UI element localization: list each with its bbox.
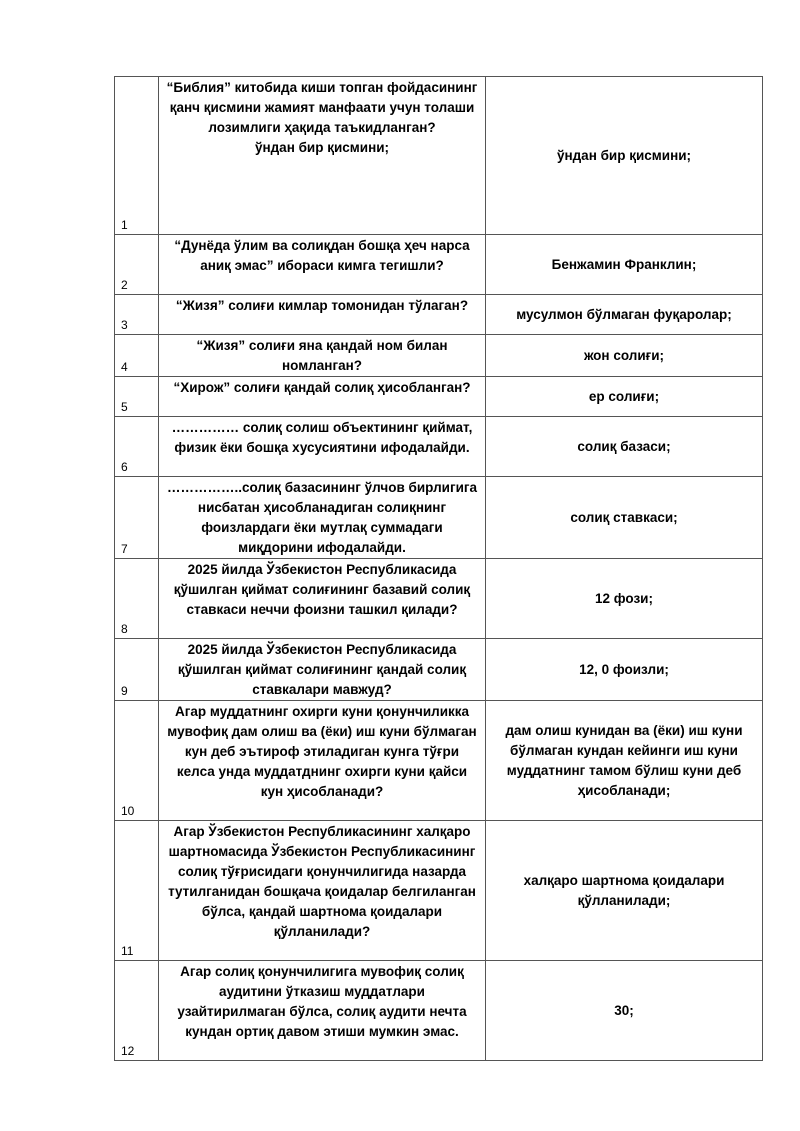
row-number: 2 [115, 235, 159, 295]
row-number: 12 [115, 961, 159, 1061]
answer-cell: 12, 0 фоизли; [486, 639, 763, 701]
row-number: 8 [115, 559, 159, 639]
table-row [115, 639, 763, 701]
table-row [115, 295, 763, 335]
question-cell: Агар Ўзбекистон Республикасининг халқаро шартномасида Ўзбекистон Республикасининг солиқ тўғрисидаги қонунчилигида назарда тутилганидан бошқача қоидалар белгиланган бўлса, қандай шартнома қоидалари қўлланилади? [159, 821, 486, 961]
table-row [115, 235, 763, 295]
question-cell: ……………..солиқ базасининг ўлчов бирлигига нисбатан ҳисобланадиган солиқнинг фоизлардаги ёки мутлақ суммадаги миқдорини ифодалайди. [159, 477, 486, 559]
answer-cell: солиқ ставкаси; [486, 477, 763, 559]
row-number: 9 [115, 639, 159, 701]
row-number: 3 [115, 295, 159, 335]
answer-cell: мусулмон бўлмаган фуқаролар; [486, 295, 763, 335]
question-cell: “Жизя” солиғи яна қандай ном билан номланган? [159, 335, 486, 377]
question-cell: “Библия” китобида киши топган фойдасининг қанч қисмини жамият манфаати учун толаши лозимлиги ҳақида таъкидланган? ўндан бир қисмини; [159, 77, 486, 235]
table-row [115, 77, 763, 235]
answer-cell: Бенжамин Франклин; [486, 235, 763, 295]
answer-cell: жон солиғи; [486, 335, 763, 377]
table-row [115, 477, 763, 559]
row-number: 1 [115, 77, 159, 235]
question-cell: 2025 йилда Ўзбекистон Республикасида қўшилган қиймат солиғининг қандай солиқ ставкалари мавжуд? [159, 639, 486, 701]
question-cell: Агар солиқ қонунчилигига мувофиқ солиқ аудитини ўтказиш муддатлари узайтирилмаган бўлса, солиқ аудити нечта кундан ортиқ давом этиши мумкин эмас. [159, 961, 486, 1061]
row-number: 5 [115, 377, 159, 417]
table-row [115, 417, 763, 477]
question-cell: Агар муддатнинг охирги куни қонунчиликка мувофиқ дам олиш ва (ёки) иш куни бўлмаган кун деб эътироф этиладиган кунга тўғри келса унда муддатднинг охирги куни қайси кун ҳисобланади? [159, 701, 486, 821]
row-number: 11 [115, 821, 159, 961]
question-cell: 2025 йилда Ўзбекистон Республикасида қўшилган қиймат солиғининг базавий солиқ ставкаси неччи фоизни ташкил қилади? [159, 559, 486, 639]
row-number: 10 [115, 701, 159, 821]
question-cell: “Хирож” солиғи қандай солиқ ҳисобланган? [159, 377, 486, 417]
question-cell: “Жизя” солиғи кимлар томонидан тўлаган? [159, 295, 486, 335]
answer-cell: халқаро шартнома қоидалари қўлланилади; [486, 821, 763, 961]
table-row [115, 821, 763, 961]
row-number: 4 [115, 335, 159, 377]
row-number: 6 [115, 417, 159, 477]
answer-cell: ўндан бир қисмини; [486, 77, 763, 235]
table-row [115, 559, 763, 639]
question-cell: …………… солиқ солиш объектининг қиймат, физик ёки бошқа хусусиятини ифодалайди. [159, 417, 486, 477]
table-row [115, 335, 763, 377]
answer-cell: ер солиғи; [486, 377, 763, 417]
answer-cell: дам олиш кунидан ва (ёки) иш куни бўлмаган кундан кейинги иш куни муддатнинг тамом бўлиш куни деб ҳисобланади; [486, 701, 763, 821]
answer-cell: 12 фози; [486, 559, 763, 639]
table-row [115, 961, 763, 1061]
questions-table [114, 76, 763, 1061]
answer-cell: солиқ базаси; [486, 417, 763, 477]
row-number: 7 [115, 477, 159, 559]
question-cell: “Дунёда ўлим ва солиқдан бошқа ҳеч нарса аниқ эмас” ибораси кимга тегишли? [159, 235, 486, 295]
table-row [115, 377, 763, 417]
table-row [115, 701, 763, 821]
answer-cell: 30; [486, 961, 763, 1061]
